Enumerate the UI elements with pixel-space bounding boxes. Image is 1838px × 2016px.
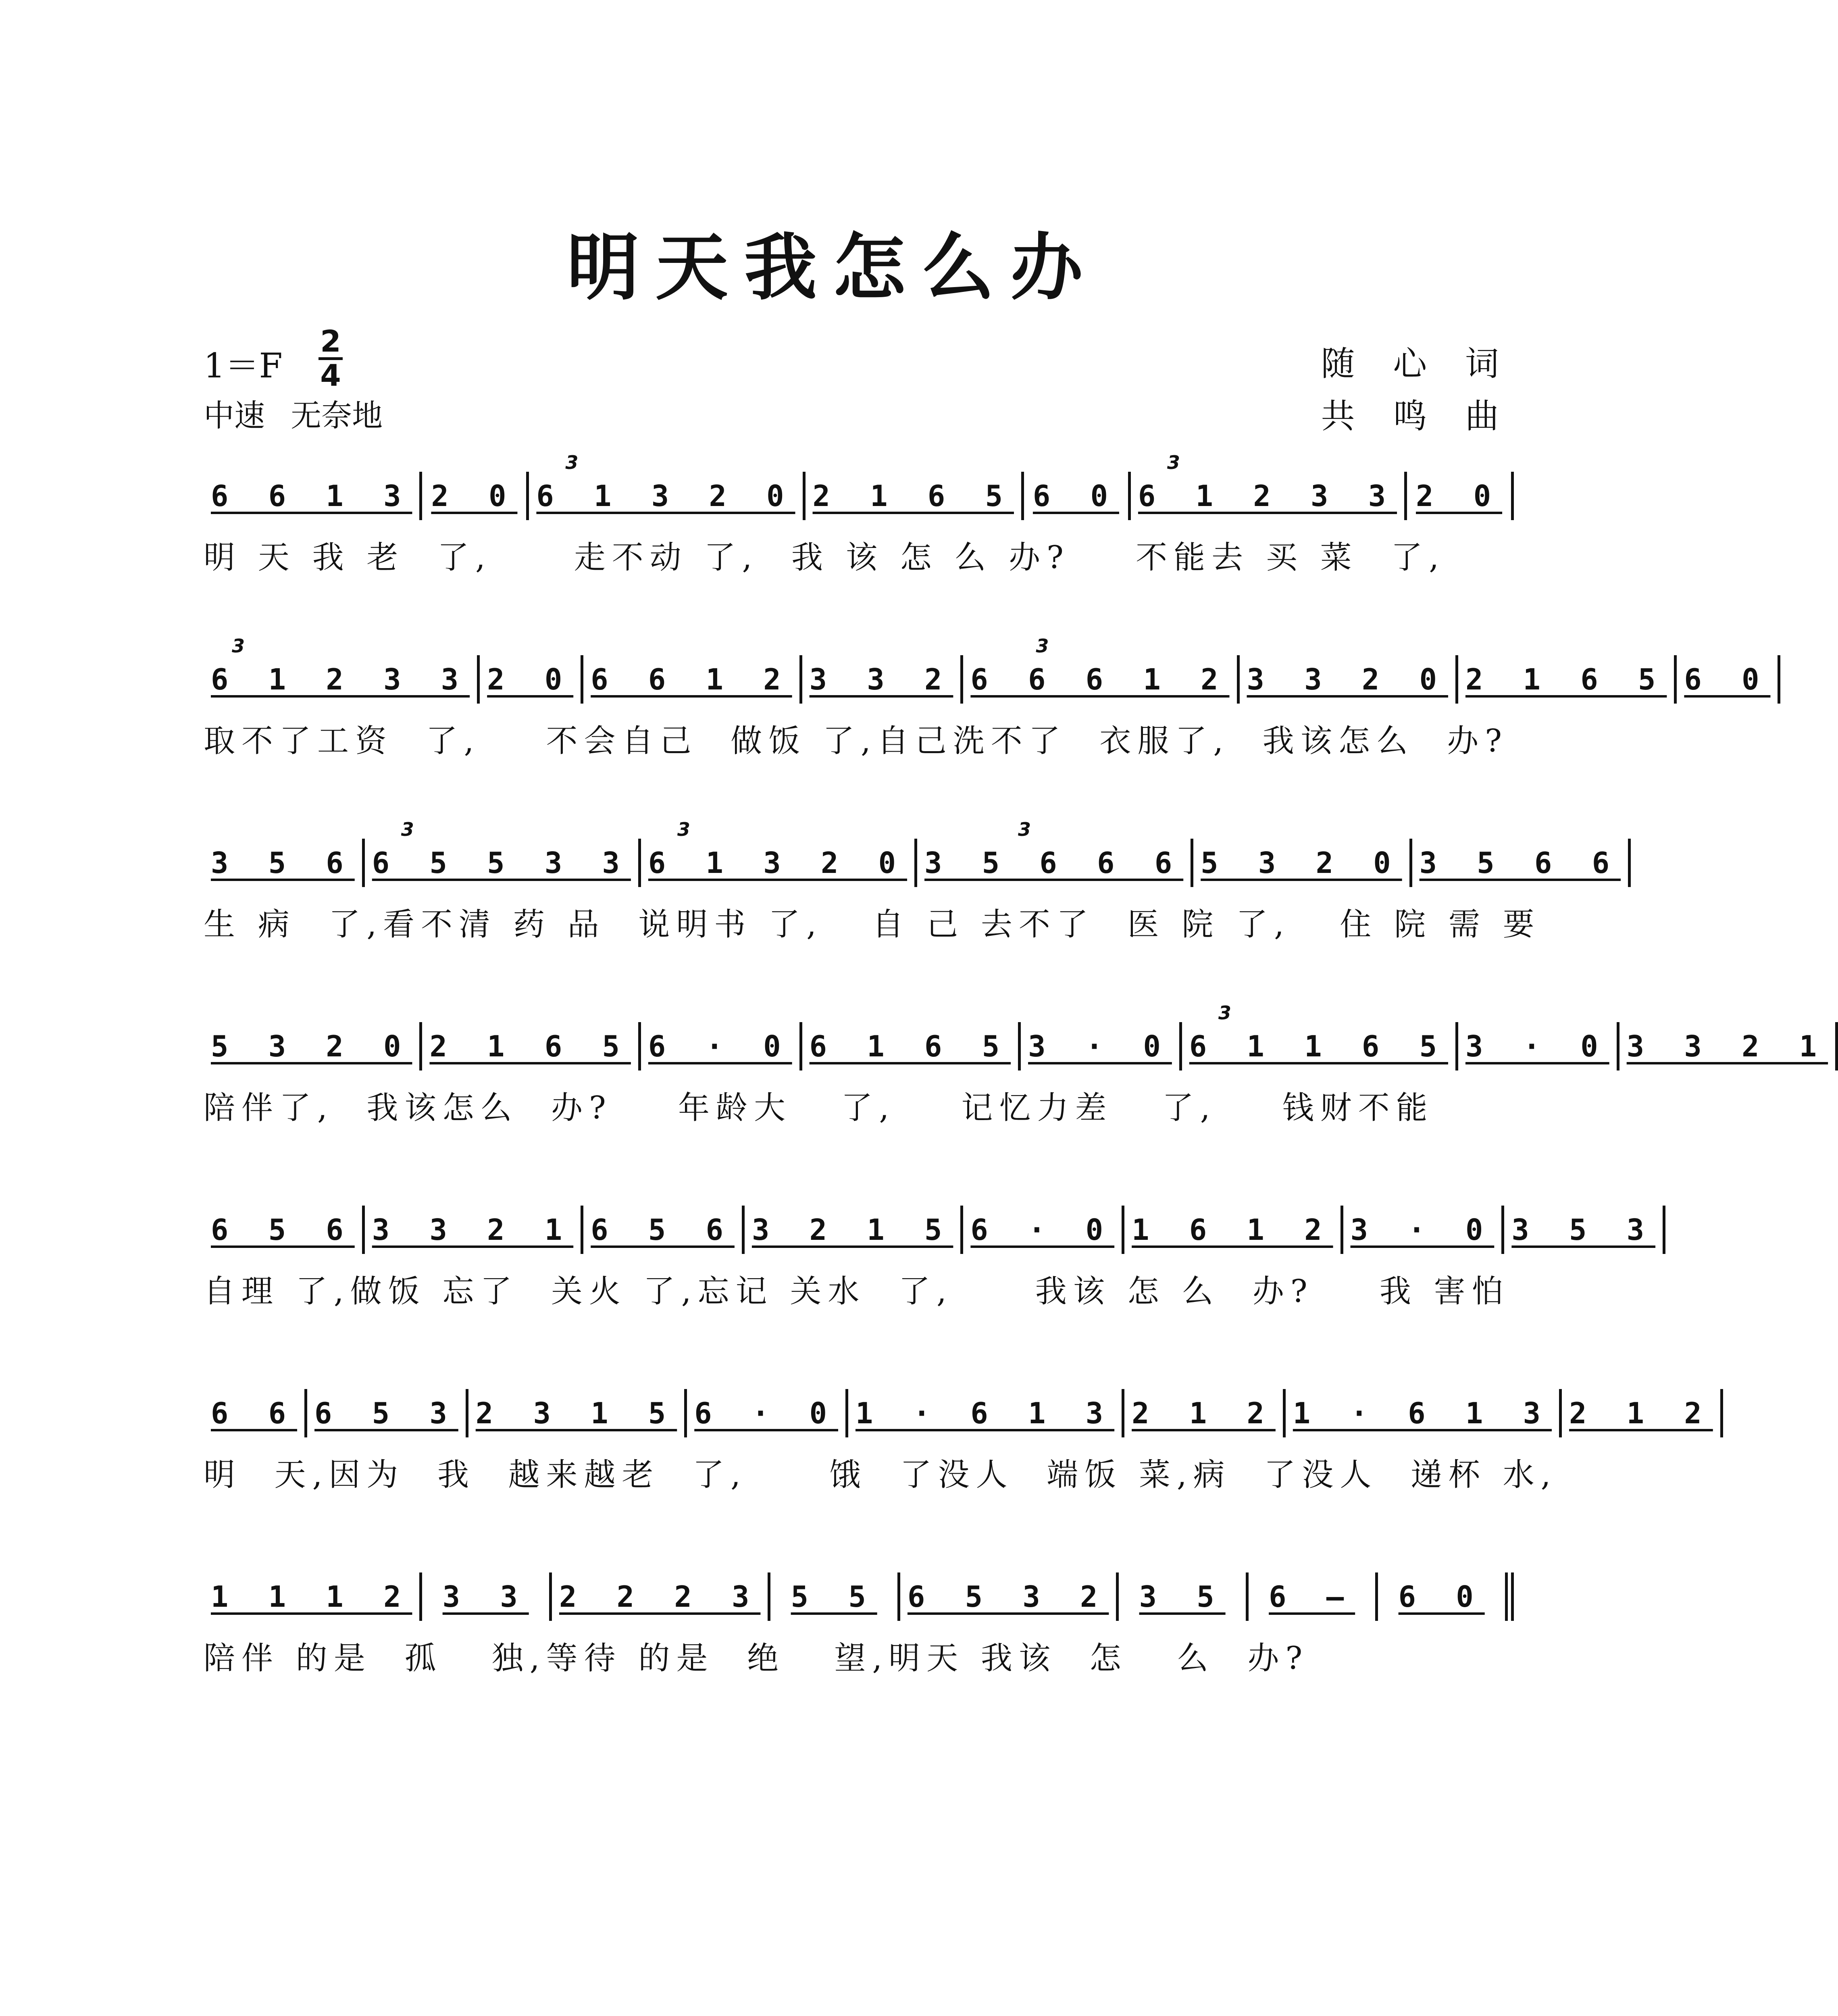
measure-notes: 2 1 2: [1132, 1396, 1276, 1430]
measure: [422, 1022, 641, 1070]
measure: [848, 1389, 1124, 1437]
measure: [1286, 1389, 1562, 1437]
lyrics-line: 陪伴 的是 孤 独,等待 的是 绝 望,明天 我该 怎 么 办?: [204, 1640, 1309, 1677]
triplet-mark: 3: [401, 818, 414, 840]
measure: [204, 472, 422, 520]
measure: [963, 635, 1239, 704]
measure-final: [1378, 1572, 1514, 1621]
measure-notes: 6 6 1 2: [591, 662, 792, 696]
measure: [1412, 839, 1631, 887]
measure-notes: 6 · 0: [970, 1213, 1115, 1247]
measure-notes: 2 1 6 5: [1465, 662, 1667, 696]
measure: [1193, 839, 1412, 887]
measure: [1407, 472, 1514, 520]
measure-notes: 6 –: [1269, 1580, 1355, 1614]
measure: [1458, 655, 1677, 704]
measure-notes: 3 · 0: [1465, 1029, 1609, 1063]
measure-notes: 6 1 1 6 5: [1189, 1029, 1448, 1063]
time-signature-denominator: 4: [320, 358, 341, 393]
measure-notes: 3 5 6: [211, 846, 355, 880]
measure-notes: 3 · 0: [1028, 1029, 1172, 1063]
measure-notes: 2 0: [487, 662, 574, 696]
measure-notes: 6 0: [1032, 479, 1119, 513]
measure: [422, 472, 529, 520]
measure: [745, 1206, 963, 1254]
measure: [583, 655, 802, 704]
measure: [1343, 1206, 1505, 1254]
time-signature-numerator: 2: [320, 324, 341, 359]
measure-notes: 2 1 2: [1569, 1396, 1713, 1430]
measure-notes: 2 0: [1416, 479, 1503, 513]
measure-notes: 6 1 3 2 0: [648, 846, 908, 880]
notation-line: [204, 1389, 1713, 1437]
lyrics-line: 自理 了,做饭 忘了 关火 了,忘记 关水 了, 我该 怎 么 办? 我 害怕: [204, 1273, 1510, 1310]
measure: [365, 818, 641, 887]
triplet-mark: 3: [565, 452, 579, 473]
measure-notes: 2 2 2 3: [559, 1580, 761, 1614]
measure-notes: 3 5 6 6: [1419, 846, 1621, 880]
measure: [1182, 1002, 1458, 1070]
measure: [307, 1389, 468, 1437]
measure-notes: 2 1 6 5: [429, 1029, 631, 1063]
measure-notes: 2 1 6 5: [812, 479, 1014, 513]
measure: [687, 1389, 848, 1437]
measure: [480, 655, 583, 704]
measure-notes: 2 3 1 5: [475, 1396, 677, 1430]
measure: [468, 1389, 687, 1437]
measure-notes: 6 5 6: [211, 1213, 355, 1247]
measure-notes: 6 6 6 1 2: [970, 662, 1230, 696]
measure: [1249, 1572, 1378, 1621]
measure-notes: 1 1 1 2: [211, 1580, 412, 1614]
notation-line: [204, 452, 1514, 520]
measure: [204, 1022, 422, 1070]
lyrics-line: 陪伴了, 我该怎么 办? 年龄大 了, 记忆力差 了, 钱财不能: [204, 1090, 1434, 1126]
measure-notes: 3 2 1 5: [751, 1213, 953, 1247]
composer-credit: 共 鸣 曲: [1321, 396, 1513, 436]
time-signature: [318, 324, 343, 393]
lyrics-line: 明 天,因为 我 越来越老 了, 饿 了没人 端饭 菜,病 了没人 递杯 水,: [204, 1457, 1557, 1493]
measure: [1504, 1206, 1665, 1254]
measure: [802, 1022, 1021, 1070]
measure-notes: 6 1 2 3 3: [1138, 479, 1397, 513]
triplet-mark: 3: [1036, 635, 1049, 657]
measure: [1458, 1022, 1619, 1070]
measure-notes: 6 · 0: [694, 1396, 838, 1430]
measure-notes: 1 6 1 2: [1132, 1213, 1333, 1247]
measure-notes: 6 6: [211, 1396, 298, 1430]
measure-notes: 5 3 2 0: [211, 1029, 412, 1063]
lyrics-line: 生 病 了,看不清 药 品 说明书 了, 自 己 去不了 医 院 了, 住 院 需 要: [204, 906, 1541, 943]
measure-notes: 6 5 5 3 3: [372, 846, 631, 880]
measure-notes: 6 0: [1398, 1580, 1485, 1614]
measure: [900, 1572, 1119, 1621]
measure-notes: 3 5 6 6 6: [924, 846, 1184, 880]
measure: [1240, 655, 1458, 704]
measure-notes: 3 · 0: [1350, 1213, 1495, 1247]
measure-notes: 1 · 6 1 3: [855, 1396, 1115, 1430]
measure-notes: 1 · 6 1 3: [1293, 1396, 1552, 1430]
measure-notes: 3 3: [442, 1580, 529, 1614]
lyrics-line: 明 天 我 老 了, 走不动 了, 我 该 怎 么 办? 不能去 买 菜 了,: [204, 539, 1446, 576]
measure: [204, 635, 480, 704]
triplet-mark: 3: [1167, 452, 1180, 473]
measure: [641, 818, 917, 887]
triplet-mark: 3: [232, 635, 245, 657]
measure-notes: 6 6 1 3: [211, 479, 412, 513]
triplet-mark: 3: [1018, 818, 1031, 840]
measure: [1562, 1389, 1723, 1437]
measure-notes: 6 5 3: [314, 1396, 458, 1430]
measure: [1024, 472, 1131, 520]
song-title: 明天我怎么办: [566, 225, 1099, 310]
measure-notes: 3 3 2 1: [372, 1213, 574, 1247]
triplet-mark: 3: [677, 818, 690, 840]
measure: [204, 1572, 422, 1621]
measure-notes: 6 · 0: [648, 1029, 792, 1063]
measure: [1124, 1206, 1343, 1254]
lyrics-line: 取不了工资 了, 不会自己 做饭 了,自己洗不了 衣服了, 我该怎么 办?: [204, 723, 1509, 759]
measure: [1119, 1572, 1249, 1621]
measure: [583, 1206, 745, 1254]
measure-notes: 3 5 3: [1511, 1213, 1656, 1247]
notation-line: [204, 635, 1771, 704]
notation-line: [204, 818, 1621, 887]
measure: [529, 452, 805, 520]
measure-notes: 3 5: [1139, 1580, 1226, 1614]
measure-notes: 5 5: [791, 1580, 877, 1614]
measure-notes: 6 5 3 2: [907, 1580, 1109, 1614]
measure-notes: 6 1 6 5: [809, 1029, 1011, 1063]
measure-notes: 3 3 2: [809, 662, 953, 696]
notation-line: [204, 1206, 1656, 1254]
measure-notes: 6 1 3 2 0: [536, 479, 795, 513]
tempo-marking: 中速 无奈地: [204, 398, 383, 433]
measure-notes: 6 1 2 3 3: [211, 662, 470, 696]
measure: [963, 1206, 1124, 1254]
measure: [917, 818, 1193, 887]
measure: [1677, 655, 1780, 704]
notation-line: [204, 1572, 1514, 1621]
measure: [770, 1572, 900, 1621]
measure-notes: 3 3 2 1: [1626, 1029, 1828, 1063]
measure: [641, 1022, 802, 1070]
measure: [204, 1389, 307, 1437]
measure: [422, 1572, 552, 1621]
lyricist-credit: 随 心 词: [1321, 344, 1513, 383]
measure: [1021, 1022, 1182, 1070]
measure: [806, 472, 1024, 520]
measure: [204, 1206, 365, 1254]
measure: [802, 655, 964, 704]
measure-notes: 5 3 2 0: [1201, 846, 1402, 880]
measure-notes: 6 0: [1684, 662, 1771, 696]
notation-line: [204, 1002, 1828, 1070]
measure: [1619, 1022, 1838, 1070]
key-signature: 1＝F: [204, 346, 283, 385]
measure-notes: 2 0: [431, 479, 518, 513]
measure: [204, 839, 365, 887]
measure-notes: 6 5 6: [591, 1213, 735, 1247]
measure-notes: 3 3 2 0: [1247, 662, 1448, 696]
triplet-mark: 3: [1218, 1002, 1231, 1024]
measure: [1124, 1389, 1286, 1437]
measure: [552, 1572, 770, 1621]
measure: [1131, 452, 1407, 520]
measure: [365, 1206, 583, 1254]
